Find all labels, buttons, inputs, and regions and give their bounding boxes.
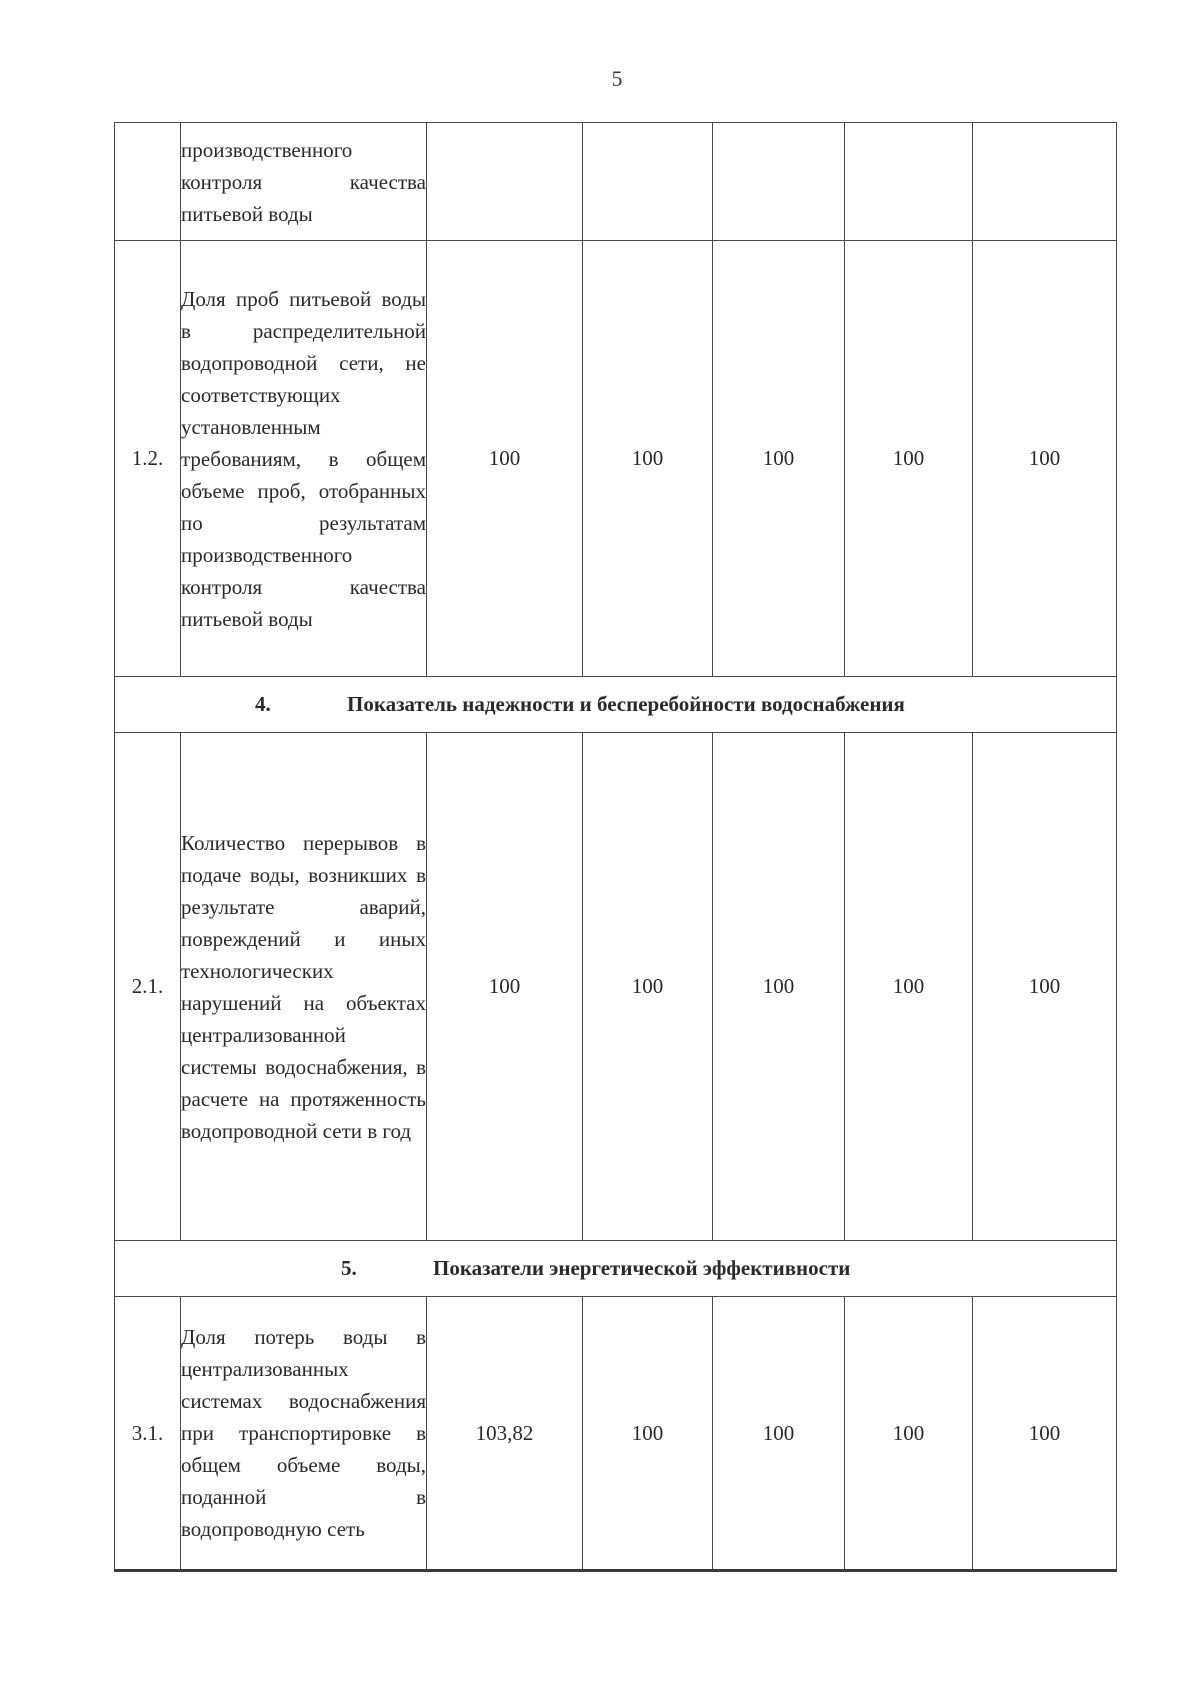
section-title: Показатель надежности и бесперебойности водоснабжения [347,692,905,716]
row-number [115,123,181,241]
indicator-description: Доля проб питьевой воды в распределительной водопроводной сети, не соответствующих установленным требованиям, в общем объеме проб, отобранных по результатам производственного контроля качества питьевой воды [181,241,427,677]
section-header [115,1241,1117,1297]
value-cell: 100 [713,733,845,1241]
section-title: Показатели энергетической эффективности [433,1256,851,1280]
section-number: 5. [341,1256,357,1280]
indicator-description: производственного контроля качества питьевой воды [181,123,427,241]
table-row [115,733,1117,1241]
value-cell: 100 [845,1297,973,1571]
value-cell: 100 [583,733,713,1241]
row-number: 1.2. [115,241,181,677]
value-cell: 100 [845,733,973,1241]
value-cell: 100 [973,241,1117,677]
row-number: 3.1. [115,1297,181,1571]
value-cell: 100 [713,1297,845,1571]
page-number: 5 [611,66,623,91]
value-cell [973,123,1117,241]
value-cell [713,123,845,241]
table-row [115,241,1117,677]
indicators-table [114,122,1117,1572]
section-header-row [115,1241,1117,1297]
section-header [115,677,1117,733]
value-cell [583,123,713,241]
value-cell: 100 [583,241,713,677]
value-cell [427,123,583,241]
row-number: 2.1. [115,733,181,1241]
indicator-description: Количество перерывов в подаче воды, возникших в результате аварий, повреждений и иных технологических нарушений на объектах централизованной системы водоснабжения, в расчете на протяженность водопроводной сети в год [181,733,427,1241]
indicator-description: Доля потерь воды в централизованных системах водоснабжения при транспортировке в общем объеме воды, поданной в водопроводную сеть [181,1297,427,1571]
value-cell: 100 [427,733,583,1241]
value-cell: 103,82 [427,1297,583,1571]
value-cell: 100 [973,733,1117,1241]
section-number: 4. [255,692,271,716]
table-row [115,1297,1117,1571]
value-cell [845,123,973,241]
value-cell: 100 [845,241,973,677]
section-header-row [115,677,1117,733]
value-cell: 100 [713,241,845,677]
table-row [115,123,1117,241]
value-cell: 100 [427,241,583,677]
value-cell: 100 [583,1297,713,1571]
value-cell: 100 [973,1297,1117,1571]
